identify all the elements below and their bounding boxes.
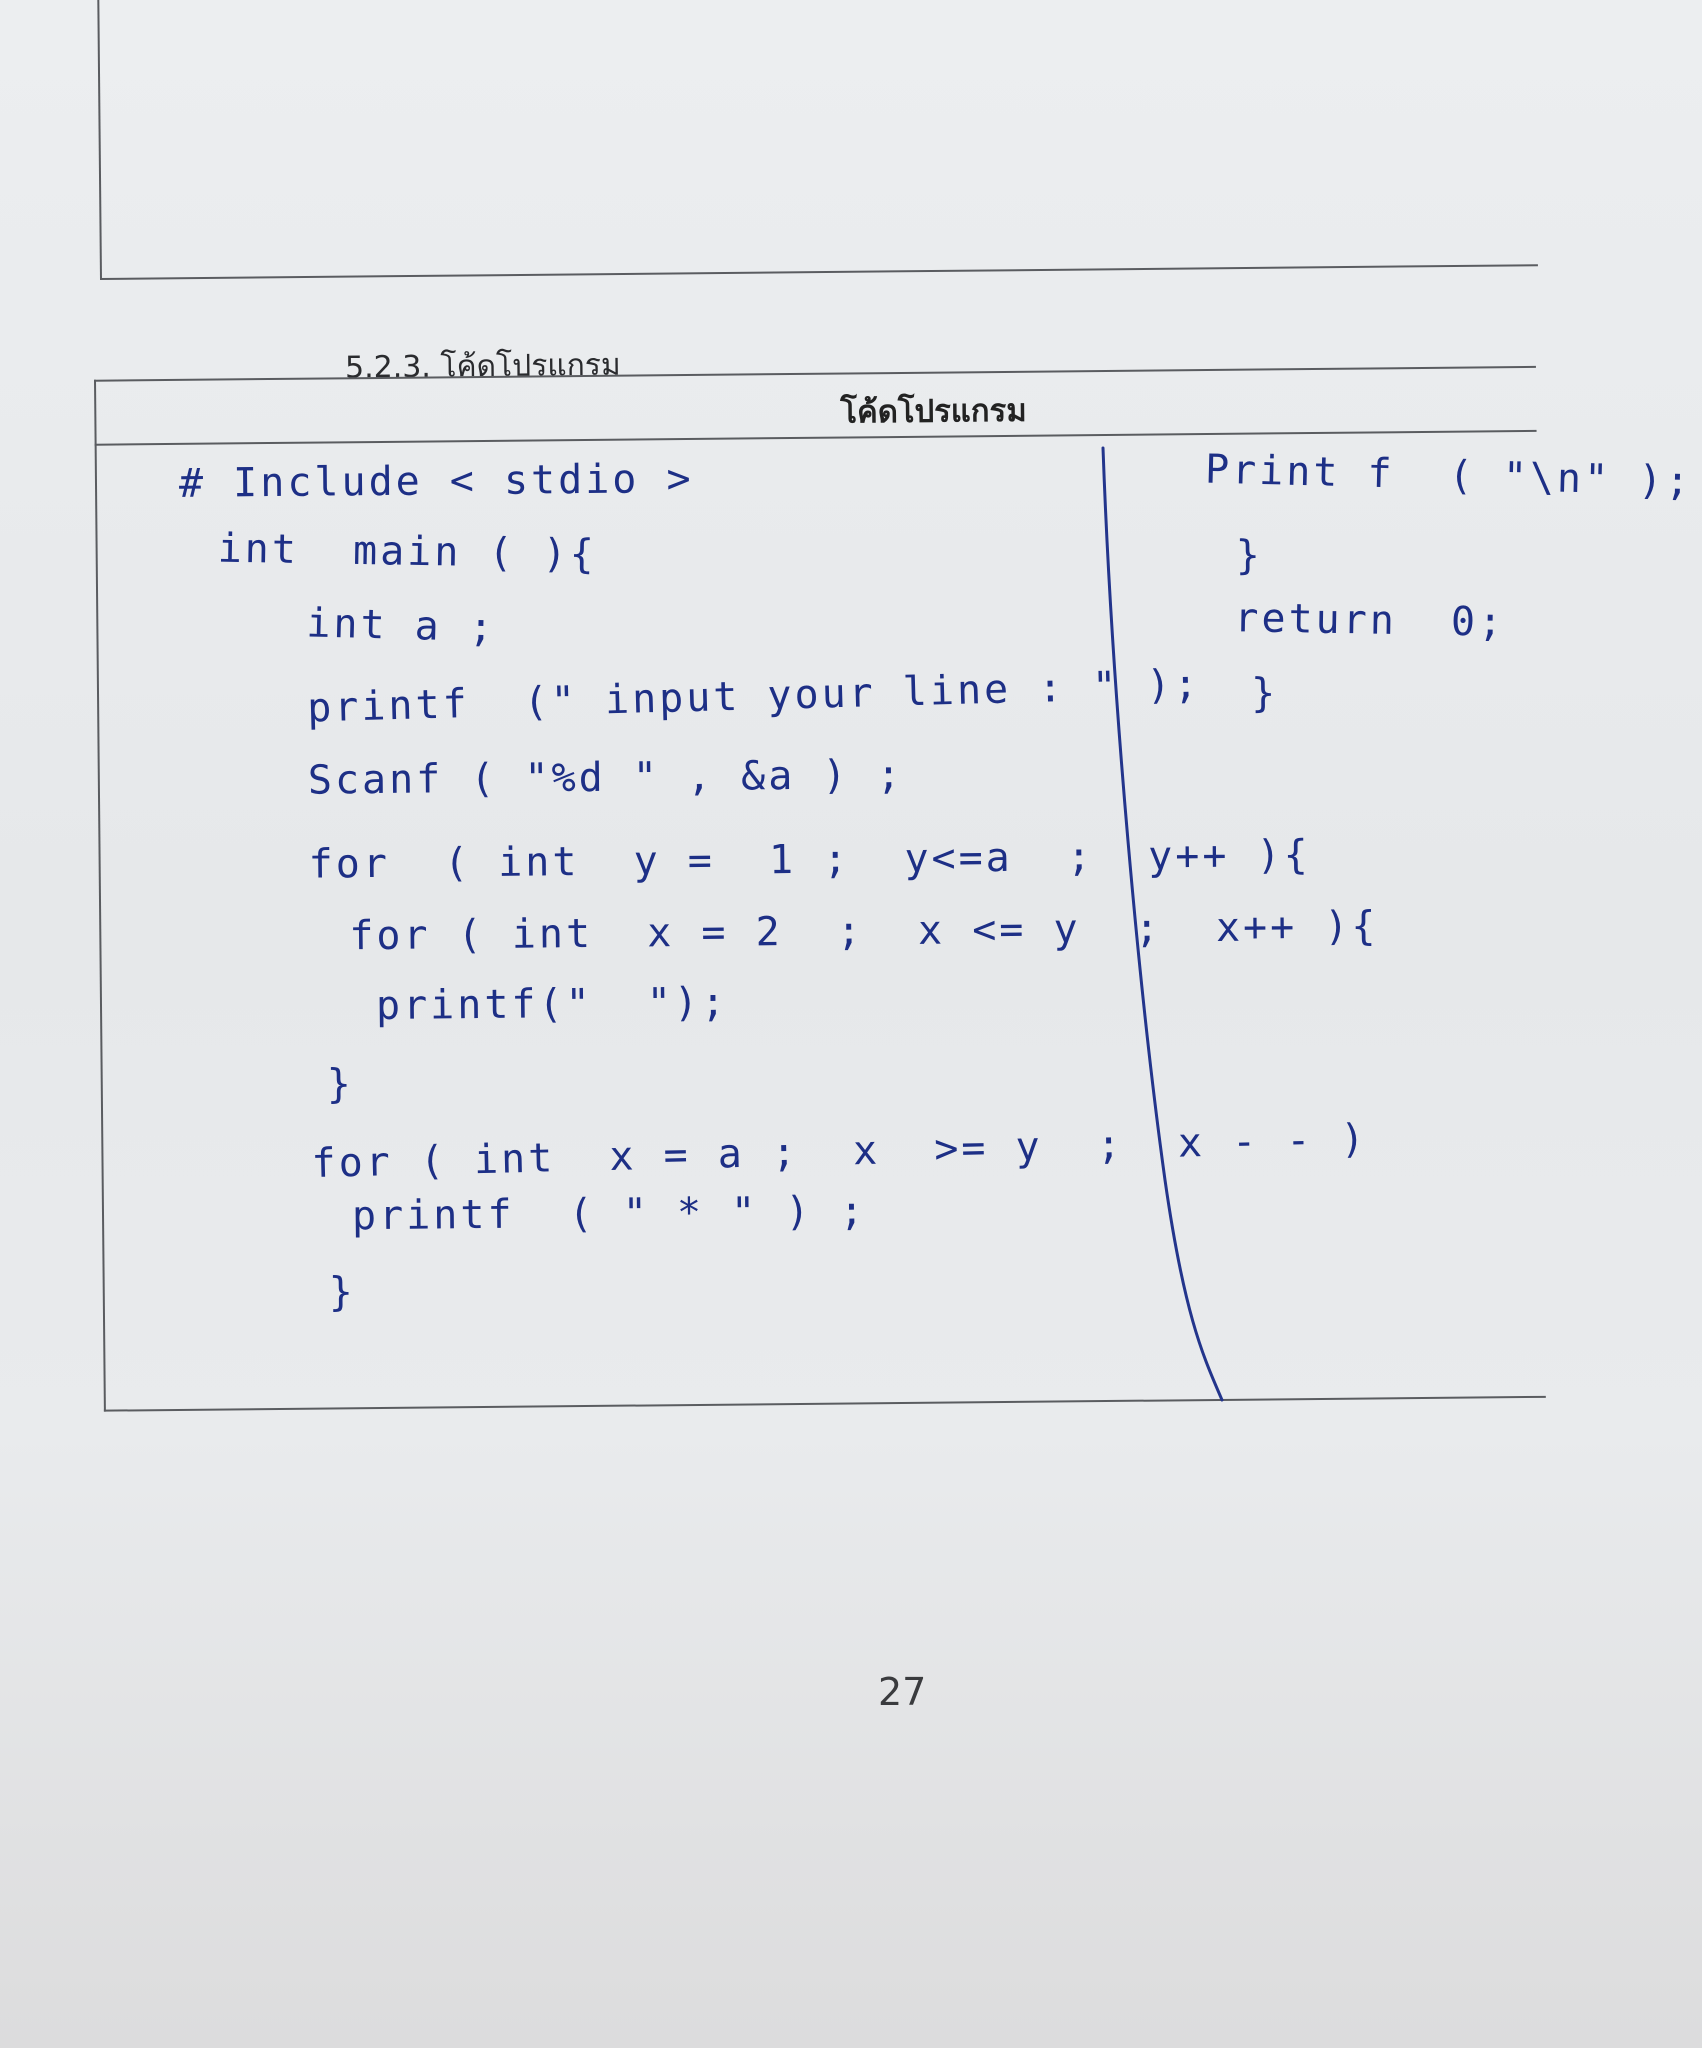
code-line-close-outer: }	[328, 1269, 357, 1316]
code-line-outer-for: for ( int y = 1 ; y<=a ; y++ ){	[308, 832, 1311, 888]
table-header-label: โค้ดโปรแกรม	[840, 392, 1027, 431]
code-line-printf-input: printf (" input your line : " );	[306, 661, 1202, 732]
code-line-scanf: Scanf ( "%d " , &a ) ;	[307, 751, 904, 804]
code-line-close-inner: }	[326, 1061, 355, 1108]
code-line-printf-space: printf(" ");	[375, 979, 729, 1030]
code-line-inner-for: for ( int x = 2 ; x <= y ; x++ ){	[349, 903, 1379, 960]
page-number: 27	[878, 1670, 927, 1714]
code-line-close-main: }	[1250, 670, 1279, 717]
code-line-include: # Include < stdio >	[178, 455, 694, 507]
previous-answer-box	[97, 0, 1538, 280]
code-line-int-a: int a ;	[305, 600, 497, 652]
code-table	[64, 366, 1693, 1412]
code-right-column	[1155, 432, 1693, 1402]
code-line-printf-newline: Print f ( "\n" );	[1204, 446, 1693, 505]
code-line-printf-star: printf ( " * " ) ;	[351, 1188, 867, 1240]
code-line-main: int main ( ){	[217, 525, 598, 578]
code-line-star-for: for ( int x = a ; x >= y ; x - - )	[311, 1116, 1369, 1188]
section-heading: 5.2.3. โค้ดโปรแกรม	[344, 347, 621, 386]
code-line-return: return 0;	[1234, 595, 1506, 646]
code-line-close-for: }	[1235, 532, 1264, 579]
